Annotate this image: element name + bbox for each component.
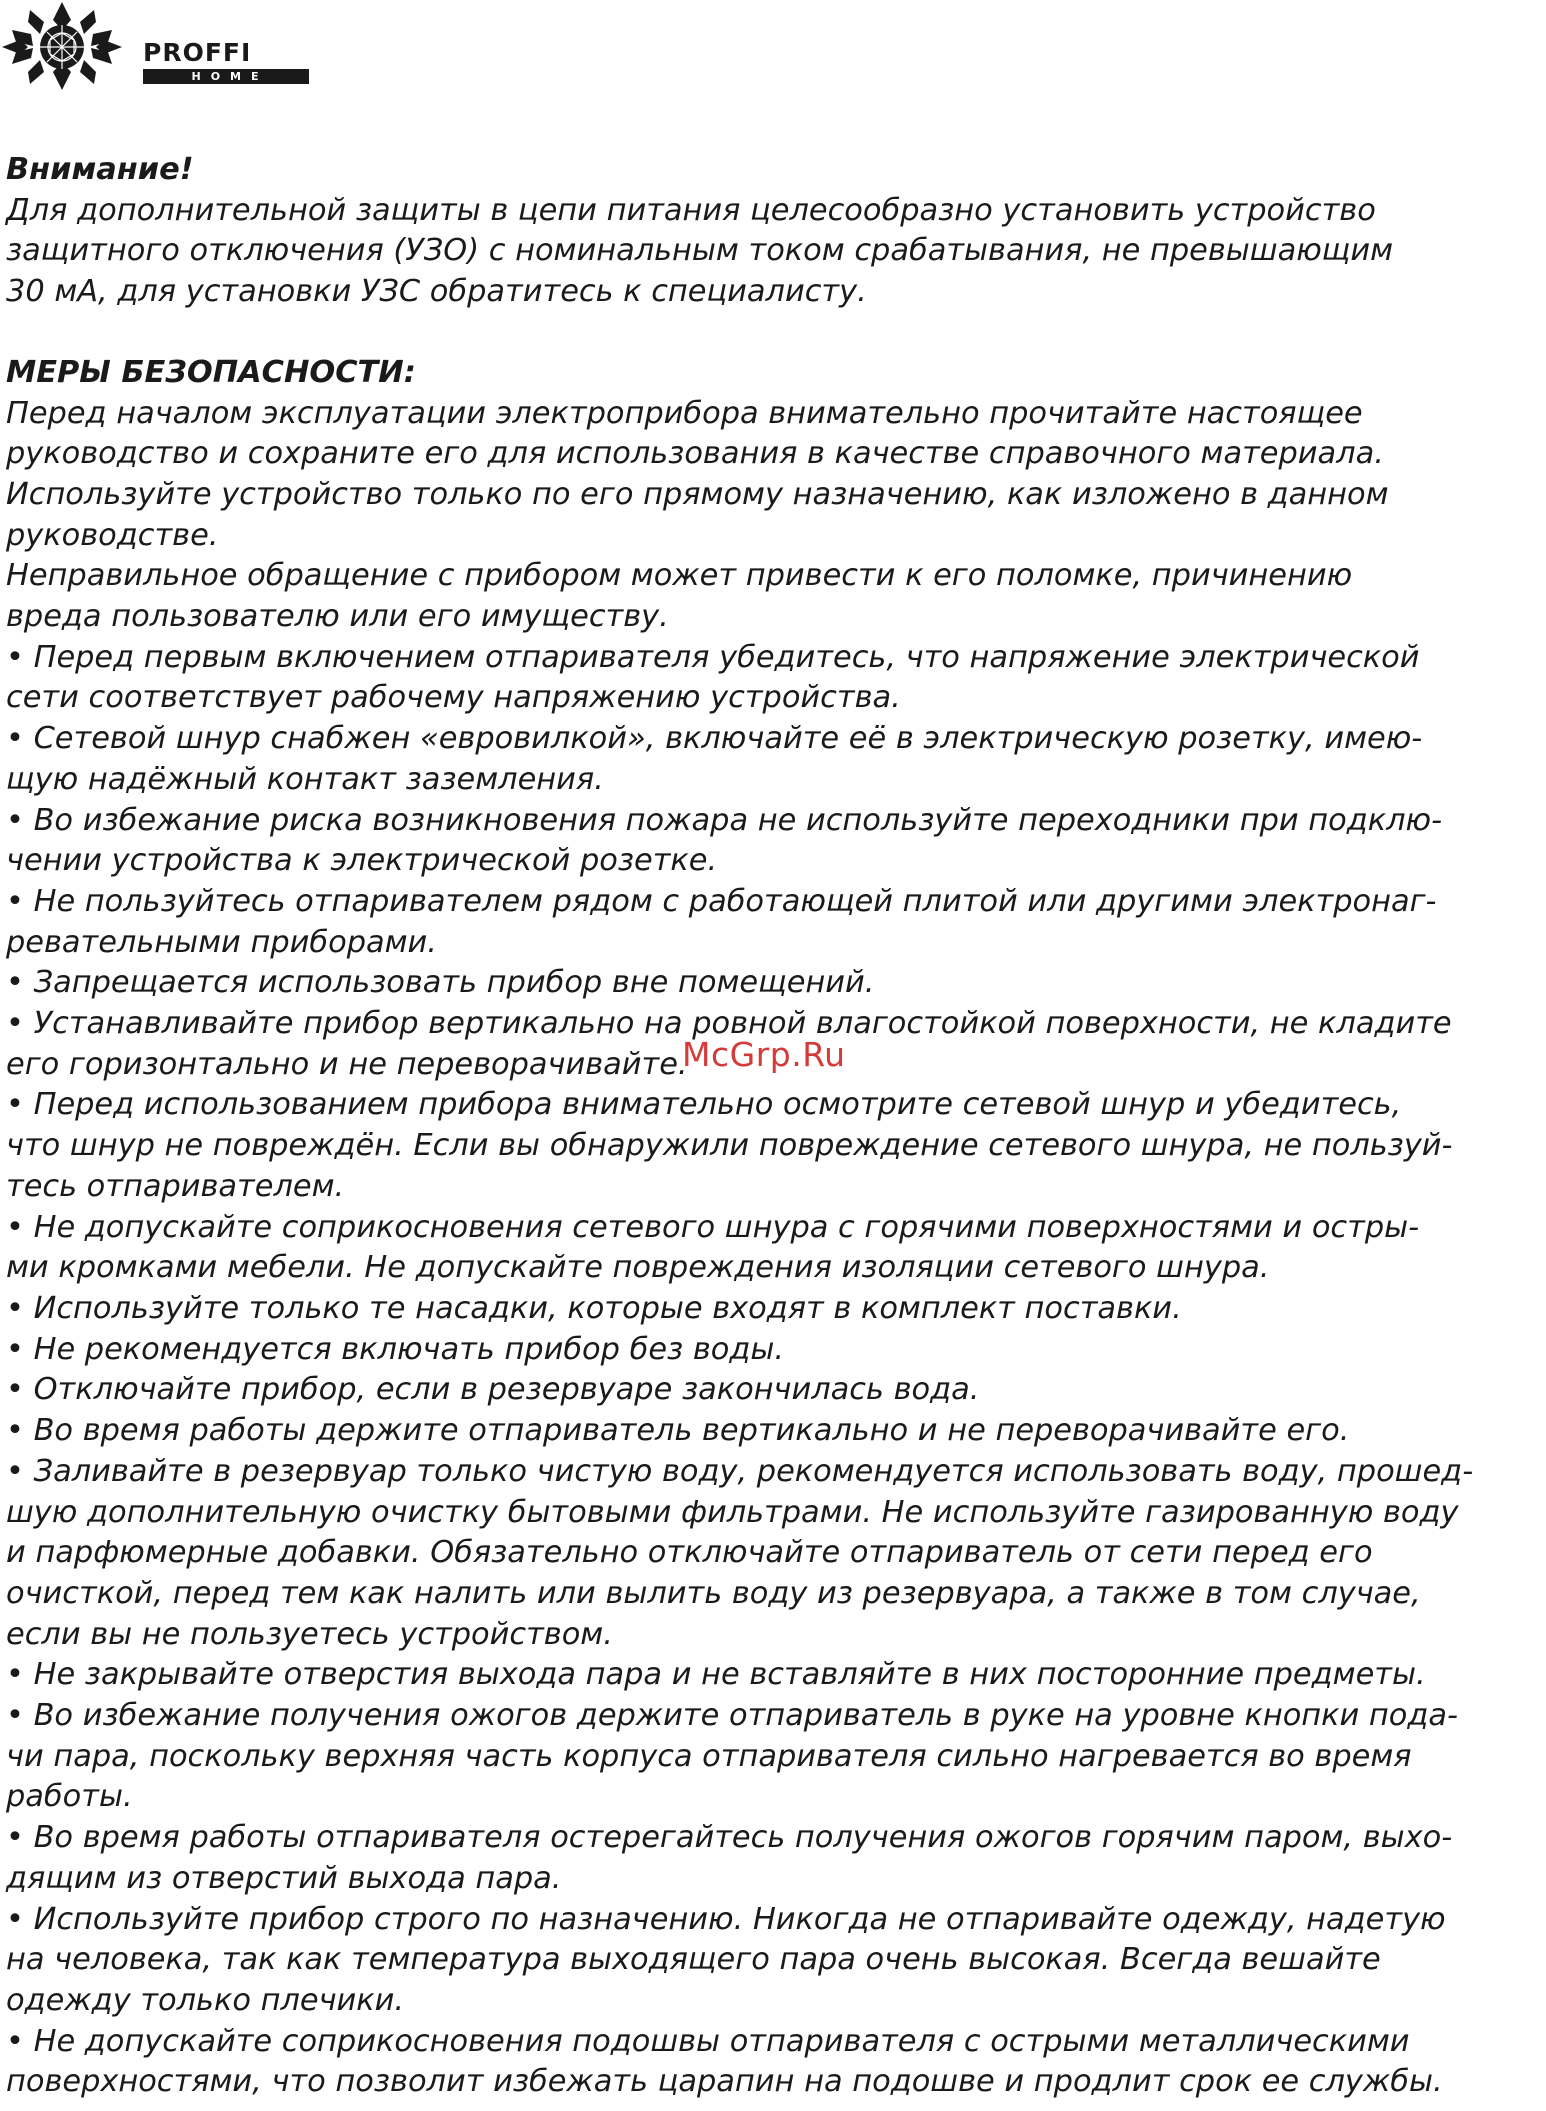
text-line: дящим из отверстий выхода пара. (6, 1860, 562, 1896)
safety-text (6, 394, 1542, 2104)
text-line: • Во время работы отпаривателя остерегайтесь получения ожогов горячим паром, выхо- (6, 1820, 1453, 1856)
text-line: • Отключайте прибор, если в резервуаре закончилась вода. (6, 1372, 980, 1408)
text-line: • Запрещается использовать прибор вне помещений. (6, 965, 875, 1001)
notice-text (6, 191, 1542, 313)
text-line: • Перед первым включением отпаривателя убедитесь, что напряжение электрической (6, 639, 1420, 675)
text-line: • Перед использованием прибора внимательно осмотрите сетевой шнур и убедитесь, (6, 1087, 1402, 1123)
text-line: ми кромками мебели. Не допускайте повреждения изоляции сетевого шнура. (6, 1250, 1270, 1286)
document-body (6, 150, 1542, 2103)
text-line: • Не рекомендуется включать прибор без воды. (6, 1331, 785, 1367)
text-line: ревательными приборами. (6, 924, 437, 960)
text-line: • Сетевой шнур снабжен «евровилкой», включайте её в электрическую розетку, имею- (6, 721, 1423, 757)
text-line: защитного отключения (УЗО) с номинальным током срабатывания, не превышающим (6, 233, 1394, 269)
text-line: • Используйте прибор строго по назначению. Никогда не отпаривайте одежду, надетую (6, 1901, 1446, 1937)
text-line: 30 мА, для установки УЗС обратитесь к специалисту. (6, 274, 867, 310)
text-line: • Не закрывайте отверстия выхода пара и не вставляйте в них посторонние предметы. (6, 1657, 1426, 1693)
text-line: руководство и сохраните его для использования в качестве справочного материала. (6, 436, 1384, 472)
text-line: и парфюмерные добавки. Обязательно отключайте отпариватель от сети перед его (6, 1535, 1373, 1571)
brand-wordmark (143, 40, 309, 84)
text-line: • Во время работы держите отпариватель вертикально и не переворачивайте его. (6, 1413, 1350, 1449)
text-line: Используйте устройство только по его прямому назначению, как изложено в данном (6, 476, 1389, 512)
text-line: Для дополнительной защиты в цепи питания целесообразно установить устройство (6, 192, 1376, 228)
text-line: очисткой, перед тем как налить или вылить воду из резервуара, а также в том случае, (6, 1575, 1421, 1611)
snowflake-logo-icon (0, 0, 132, 92)
text-line: шую дополнительную очистку бытовыми фильтрами. Не используйте газированную воду (6, 1494, 1459, 1530)
text-line: руководстве. (6, 517, 219, 553)
text-line: Неправильное обращение с прибором может привести к его поломке, причинению (6, 558, 1353, 594)
text-line: • Во избежание риска возникновения пожара не используйте переходники при подклю- (6, 802, 1443, 838)
text-line: что шнур не повреждён. Если вы обнаружили повреждение сетевого шнура, не пользуй- (6, 1128, 1453, 1164)
notice-title: Внимание! (6, 152, 194, 187)
brand-name: PROFFI (143, 38, 252, 67)
text-line: • Не допускайте соприкосновения подошвы отпаривателя с острыми металлическими (6, 2023, 1410, 2059)
text-line: чи пара, поскольку верхняя часть корпуса отпаривателя сильно нагревается во время (6, 1738, 1412, 1774)
text-line: сети соответствует рабочему напряжению устройства. (6, 680, 901, 716)
text-line: чении устройства к электрической розетке. (6, 843, 718, 879)
text-line: работы. (6, 1779, 133, 1815)
text-line: • Не допускайте соприкосновения сетевого шнура с горячими поверхностями и остры- (6, 1209, 1420, 1245)
section-gap (6, 313, 1542, 353)
text-line: поверхностями, что позволит избежать царапин на подошве и продлит срок ее службы. (6, 2064, 1443, 2100)
text-line: если вы не пользуетесь устройством. (6, 1616, 613, 1652)
text-line: • Во избежание получения ожогов держите отпариватель в руке на уровне кнопки пода- (6, 1698, 1458, 1734)
safety-title: МЕРЫ БЕЗОПАСНОСТИ: (6, 354, 416, 390)
text-line: его горизонтально и не переворачивайте. (6, 1046, 688, 1082)
text-line: • Устанавливайте прибор вертикально на ровной влагостойкой поверхности, не кладите (6, 1006, 1452, 1042)
text-line: одежду только плечики. (6, 1982, 405, 2018)
brand-sub: HOME (143, 69, 309, 84)
brand-logo (0, 0, 320, 92)
text-line: • Не пользуйтесь отпаривателем рядом с работающей плитой или другими электронаг- (6, 883, 1437, 919)
text-line: • Заливайте в резервуар только чистую воду, рекомендуется использовать воду, прошед- (6, 1453, 1474, 1489)
text-line: • Используйте только те насадки, которые входят в комплект поставки. (6, 1290, 1182, 1326)
text-line: Перед началом эксплуатации электроприбора внимательно прочитайте настоящее (6, 395, 1363, 431)
text-line: тесь отпаривателем. (6, 1168, 345, 1204)
text-line: на человека, так как температура выходящего пара очень высокая. Всегда вешайте (6, 1942, 1381, 1978)
text-line: вреда пользователю или его имуществу. (6, 599, 669, 635)
watermark: McGrp.Ru (682, 1035, 846, 1074)
text-line: щую надёжный контакт заземления. (6, 761, 604, 797)
